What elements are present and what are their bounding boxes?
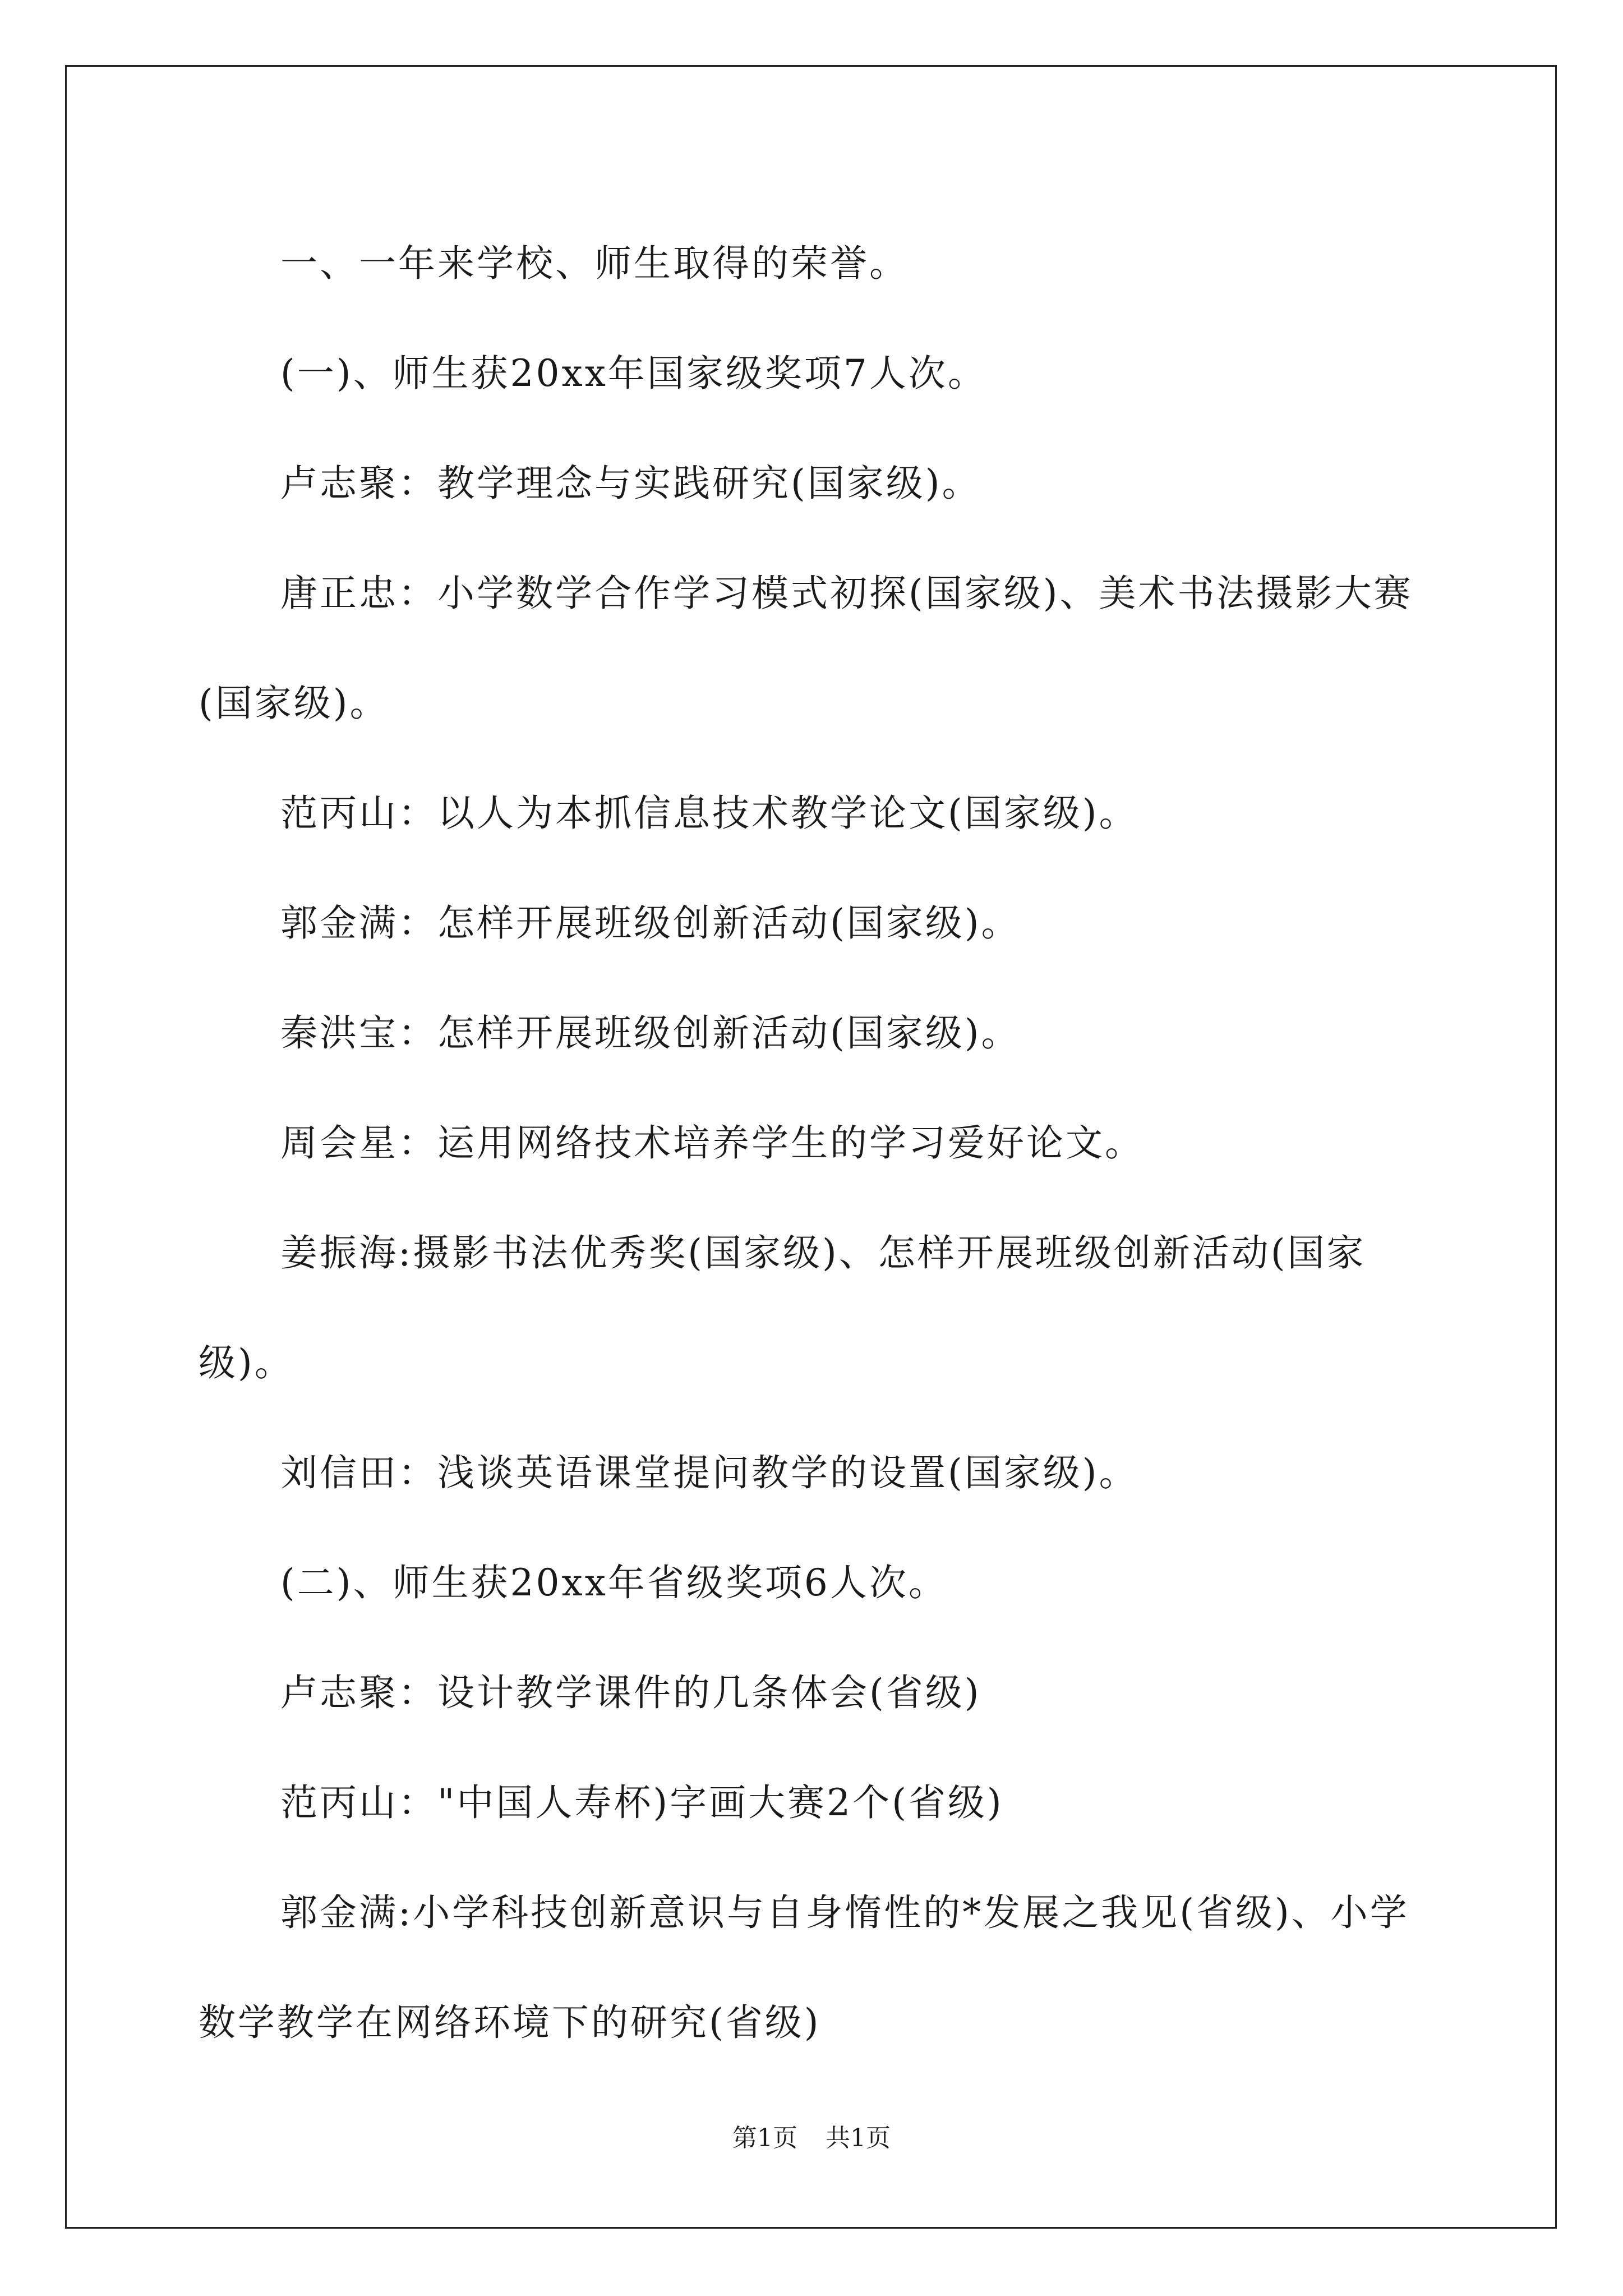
award-entry: 卢志聚：设计教学课件的几条体会(省级) — [280, 1671, 981, 1714]
award-entry: 范丙山：以人为本抓信息技术教学论文(国家级)。 — [280, 792, 1138, 835]
award-entry: 郭金满:小学科技创新意识与自身惰性的*发展之我见(省级)、小学数学教学在网络环境下的研究(省级) — [199, 1891, 1409, 2044]
page-number: 第1页 — [732, 2124, 797, 2152]
heading-honors: 一、一年来学校、师生取得的荣誉。 — [280, 242, 909, 285]
award-entry: 姜振海:摄影书法优秀奖(国家级)、怎样开展班级创新活动(国家级)。 — [199, 1231, 1366, 1384]
award-entry: 郭金满：怎样开展班级创新活动(国家级)。 — [280, 901, 1021, 945]
section-provincial-awards: (二)、师生获20xx年省级奖项6人次。 — [280, 1561, 948, 1604]
award-entry: 范丙山："中国人寿杯)字画大赛2个(省级) — [280, 1781, 1004, 1824]
award-entry: 周会星：运用网络技术培养学生的学习爱好论文。 — [280, 1121, 1144, 1165]
document-body — [199, 209, 1427, 2078]
section-national-awards: (一)、师生获20xx年国家级奖项7人次。 — [280, 352, 987, 395]
page-footer — [0, 2122, 1623, 2155]
page-total: 共1页 — [826, 2124, 891, 2152]
award-entry: 唐正忠：小学数学合作学习模式初探(国家级)、美术书法摄影大赛(国家级)。 — [199, 572, 1413, 725]
award-entry: 秦洪宝：怎样开展班级创新活动(国家级)。 — [280, 1011, 1021, 1055]
award-entry: 刘信田：浅谈英语课堂提问教学的设置(国家级)。 — [280, 1451, 1138, 1494]
award-entry: 卢志聚：教学理念与实践研究(国家级)。 — [280, 462, 981, 505]
